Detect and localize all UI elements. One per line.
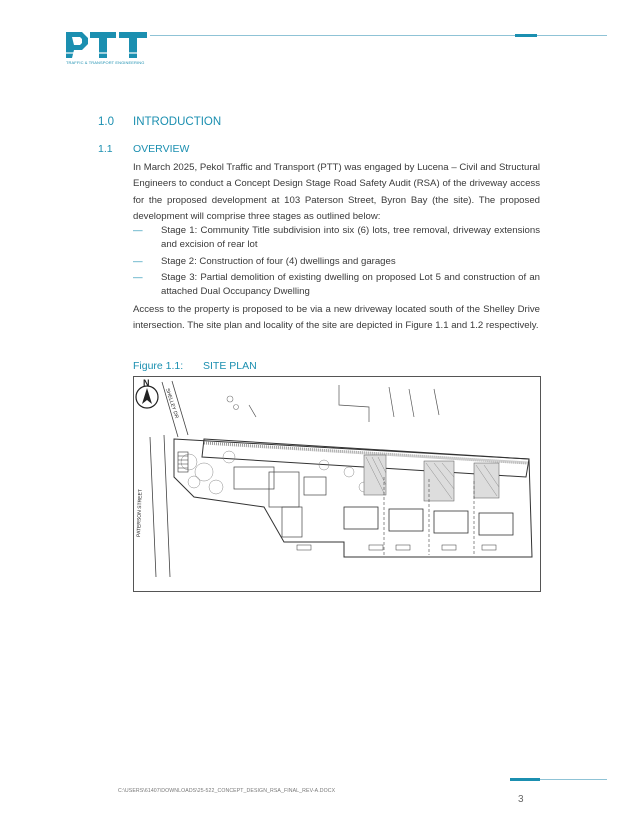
footer-rule [540, 779, 607, 780]
north-label: N [143, 378, 150, 388]
list-item-text: Stage 2: Construction of four (4) dwellings and garages [161, 255, 396, 267]
subsection-title: OVERVIEW [133, 143, 190, 155]
site-plan-drawing [134, 377, 542, 593]
figure-title: SITE PLAN [203, 360, 257, 372]
bullet-dash: — [133, 255, 143, 267]
section-title: INTRODUCTION [133, 116, 222, 128]
north-arrow-icon [136, 378, 158, 408]
list-item-text: Stage 1: Community Title subdivision into six (6) lots, tree removal, driveway extensions and excision of rear lot [161, 225, 540, 250]
header-rule [150, 35, 607, 36]
subsection-heading [98, 143, 189, 155]
list-item-text: Stage 3: Partial demolition of existing dwelling on proposed Lot 5 and construction of an attached Dual Occupancy Dwelling [161, 272, 540, 297]
section-number: 1.0 [98, 116, 114, 128]
list-item [133, 271, 540, 299]
section-heading [98, 116, 221, 128]
list-item [133, 224, 540, 252]
bullet-dash: — [133, 272, 143, 283]
figure-number: Figure 1.1: [133, 360, 184, 372]
footer-file-path: C:\USERS\61407\DOWNLOADS\25-522_CONCEPT_DESIGN_RSA_FINAL_REV-A.DOCX [118, 788, 336, 794]
page-number: 3 [518, 794, 524, 805]
access-paragraph: Access to the property is proposed to be via a new driveway located south of the Shelley Drive intersection. The site plan and locality of the site are depicted in Figure 1.1 and 1.2 respectively. [133, 304, 540, 332]
site-plan-figure [133, 376, 541, 592]
header-accent-bar [515, 34, 537, 37]
intro-paragraph: In March 2025, Pekol Traffic and Transport (PTT) was engaged by Lucena – Civil and Structural Engineers to conduct a Concept Design Stage Road Safety Audit (RSA) of the driveway access for the proposed development at 103 Paterson Street, Byron Bay (the site). The proposed development will comprise three stages as outlined below: [133, 162, 540, 223]
subsection-number: 1.1 [98, 143, 113, 155]
logo-subtitle: TRAFFIC & TRANSPORT ENGINEERING [66, 60, 145, 65]
footer-accent-bar [510, 778, 540, 781]
figure-caption [133, 360, 257, 372]
stage-list [133, 224, 540, 302]
shelley-drive-label: SHELLEY DR [164, 387, 180, 420]
bullet-dash: — [133, 225, 143, 236]
paterson-street-label: PATERSON STREET [136, 488, 144, 538]
list-item [133, 255, 540, 269]
